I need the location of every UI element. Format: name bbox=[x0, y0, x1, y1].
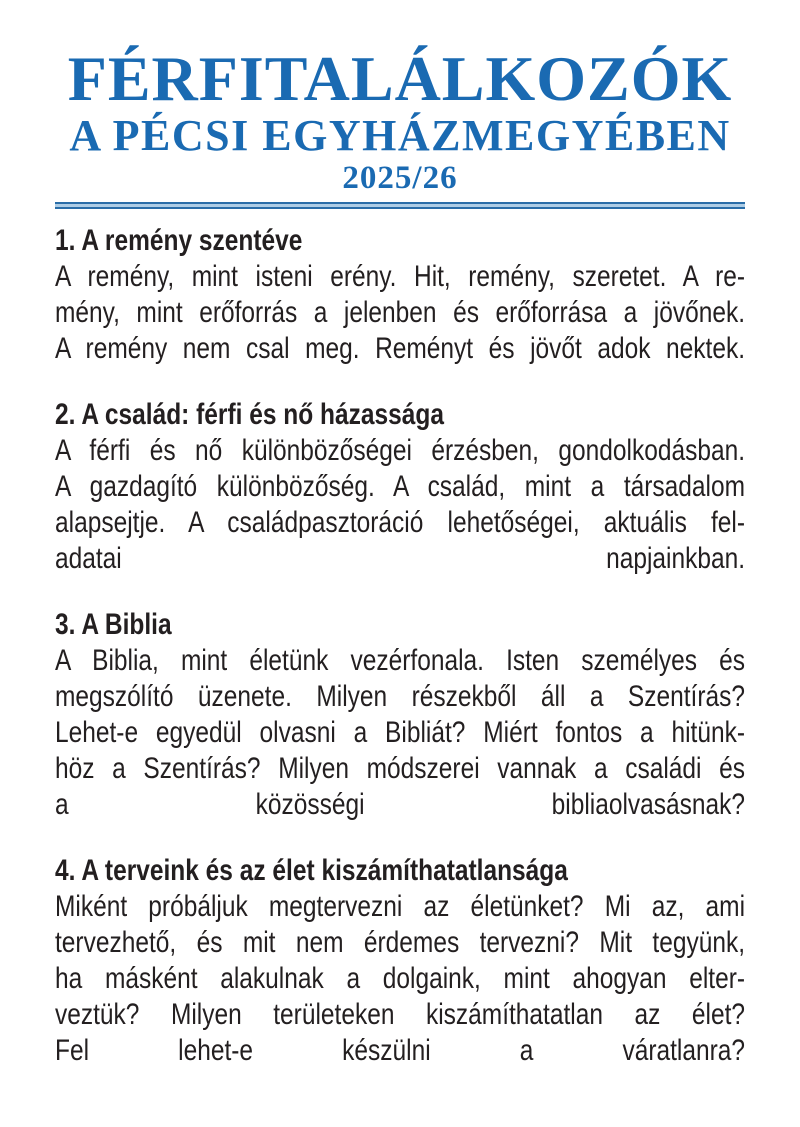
topic-text-line: A Biblia, mint életünk vezérfonala. Isten személyes és bbox=[55, 644, 746, 677]
topic-heading: 2. A család: férfi és nő házassága bbox=[55, 398, 444, 431]
topic-text-line: A gazdagító különbözőség. A család, mint a társadalom bbox=[55, 470, 746, 503]
topic-heading: 1. A remény szentéve bbox=[55, 224, 303, 257]
section-list bbox=[55, 209, 745, 1069]
topic-text-line: adatai napjainkban. bbox=[55, 542, 746, 575]
flyer-season: 2025/26 bbox=[342, 160, 458, 196]
topic-text-line: Lehet-e egyedül olvasni a Bibliát? Miért fontos a hitünk- bbox=[55, 716, 746, 749]
title-divider-rule bbox=[55, 202, 745, 209]
topic-text-line: A remény, mint isteni erény. Hit, remény, szeretet. A re- bbox=[55, 260, 746, 293]
topic-section bbox=[55, 853, 745, 1069]
flyer-masthead bbox=[0, 0, 800, 209]
topic-text-line: tervezhető, és mit nem érdemes tervezni? Mit tegyünk, bbox=[55, 926, 746, 959]
topic-text-line: Miként próbáljuk megtervezni az életünket? Mi az, ami bbox=[55, 890, 746, 923]
topic-text-line: veztük? Milyen területeken kiszámíthatatlan az élet? bbox=[55, 998, 746, 1031]
topic-text-line: A remény nem csal meg. Reményt és jövőt adok nektek. bbox=[55, 332, 746, 365]
topic-heading: 3. A Biblia bbox=[55, 608, 172, 641]
topic-text-line: ha másként alakulnak a dolgaink, mint ahogyan elter- bbox=[55, 962, 746, 995]
topic-text-line: alapsejtje. A családpasztoráció lehetőségei, aktuális fel- bbox=[55, 506, 746, 539]
topic-text-line: a közösségi bibliaolvasásnak? bbox=[55, 788, 746, 821]
topic-body bbox=[55, 259, 745, 367]
topic-text-line: A férfi és nő különbözőségei érzésben, gondolkodásban. bbox=[55, 434, 746, 467]
topic-text-line: höz a Szentírás? Milyen módszerei vannak a családi és bbox=[55, 752, 746, 785]
topic-section bbox=[55, 397, 745, 577]
topic-text-line: mény, mint erőforrás a jelenben és erőforrása a jövőnek. bbox=[55, 296, 746, 329]
topic-section bbox=[55, 223, 745, 367]
topic-text-line: megszólító üzenete. Milyen részekből áll a Szentírás? bbox=[55, 680, 746, 713]
topic-body bbox=[55, 433, 745, 577]
topic-text-line: Fel lehet-e készülni a váratlanra? bbox=[55, 1034, 746, 1067]
topic-heading: 4. A terveink és az élet kiszámíthatatlansága bbox=[55, 854, 568, 887]
topic-body bbox=[55, 889, 745, 1069]
flyer-title-line2: A PÉCSI EGYHÁZMEGYÉBEN bbox=[69, 111, 731, 160]
flyer-title-line1: FÉRFITALÁLKOZÓK bbox=[67, 43, 733, 114]
topic-section bbox=[55, 607, 745, 823]
topic-body bbox=[55, 643, 745, 823]
